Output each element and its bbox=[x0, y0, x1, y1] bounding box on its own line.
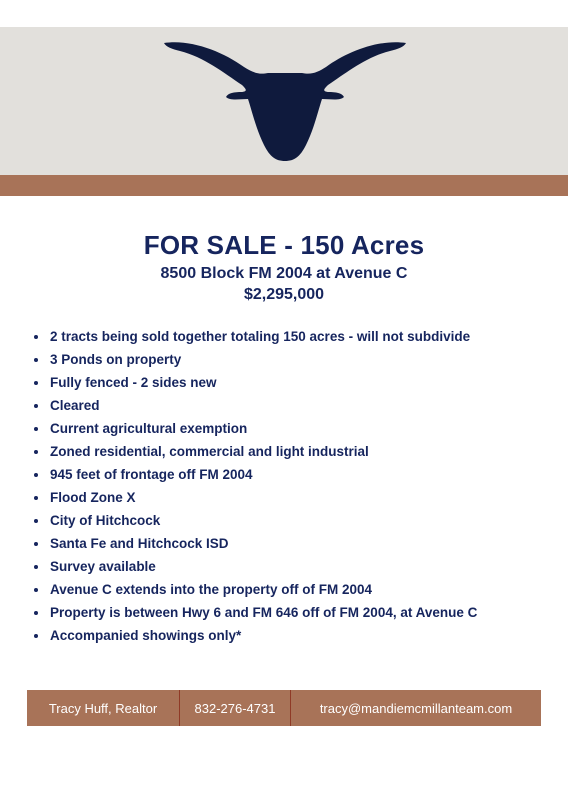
property-price: $2,295,000 bbox=[243, 286, 325, 303]
property-address: 8500 Block FM 2004 at Avenue C bbox=[160, 265, 408, 282]
bullet-icon bbox=[34, 473, 38, 477]
bullet-icon bbox=[34, 565, 38, 569]
list-item bbox=[34, 328, 554, 351]
contact-footer bbox=[27, 690, 541, 726]
list-item-text: Zoned residential, commercial and light industrial bbox=[50, 444, 369, 459]
bullet-icon bbox=[34, 335, 38, 339]
list-item-text: Property is between Hwy 6 and FM 646 off of FM 2004, at Avenue C bbox=[50, 605, 478, 620]
page-title: FOR SALE - 150 Acres bbox=[143, 230, 425, 260]
list-item-text: Flood Zone X bbox=[50, 490, 136, 505]
list-item-text: Cleared bbox=[50, 398, 100, 413]
list-item-text: City of Hitchcock bbox=[50, 513, 161, 528]
list-item-text: Fully fenced - 2 sides new bbox=[50, 375, 217, 390]
list-item bbox=[34, 397, 554, 420]
bullet-icon bbox=[34, 450, 38, 454]
list-item bbox=[34, 374, 554, 397]
list-item bbox=[34, 351, 554, 374]
list-item-text: 2 tracts being sold together totaling 150 acres - will not subdivide bbox=[50, 329, 471, 344]
list-item bbox=[34, 535, 554, 558]
list-item-text: 945 feet of frontage off FM 2004 bbox=[50, 467, 253, 482]
list-item-text: Current agricultural exemption bbox=[50, 421, 248, 436]
bullet-icon bbox=[34, 634, 38, 638]
list-item bbox=[34, 604, 554, 627]
list-item bbox=[34, 466, 554, 489]
bullet-icon bbox=[34, 588, 38, 592]
agent-phone[interactable]: 832-276-4731 bbox=[194, 700, 276, 716]
bullet-icon bbox=[34, 404, 38, 408]
list-item-text: Accompanied showings only* bbox=[50, 628, 242, 643]
list-item bbox=[34, 489, 554, 512]
list-item bbox=[34, 558, 554, 581]
list-item bbox=[34, 512, 554, 535]
bullet-icon bbox=[34, 381, 38, 385]
bullet-icon bbox=[34, 542, 38, 546]
bullet-icon bbox=[34, 358, 38, 362]
accent-stripe bbox=[0, 175, 568, 196]
longhorn-skull-icon bbox=[160, 37, 410, 165]
bullet-icon bbox=[34, 427, 38, 431]
list-item-text: Survey available bbox=[50, 559, 156, 574]
list-item bbox=[34, 443, 554, 466]
list-item bbox=[34, 420, 554, 443]
list-item bbox=[34, 627, 554, 650]
list-item-text: 3 Ponds on property bbox=[50, 352, 182, 367]
bullet-icon bbox=[34, 496, 38, 500]
headline bbox=[0, 227, 568, 305]
feature-list bbox=[34, 328, 554, 650]
bullet-icon bbox=[34, 611, 38, 615]
agent-email[interactable]: tracy@mandiemcmillanteam.com bbox=[319, 700, 513, 716]
bullet-icon bbox=[34, 519, 38, 523]
list-item bbox=[34, 581, 554, 604]
list-item-text: Santa Fe and Hitchcock ISD bbox=[50, 536, 229, 551]
list-item-text: Avenue C extends into the property off of FM 2004 bbox=[50, 582, 373, 597]
agent-name: Tracy Huff, Realtor bbox=[48, 700, 158, 716]
